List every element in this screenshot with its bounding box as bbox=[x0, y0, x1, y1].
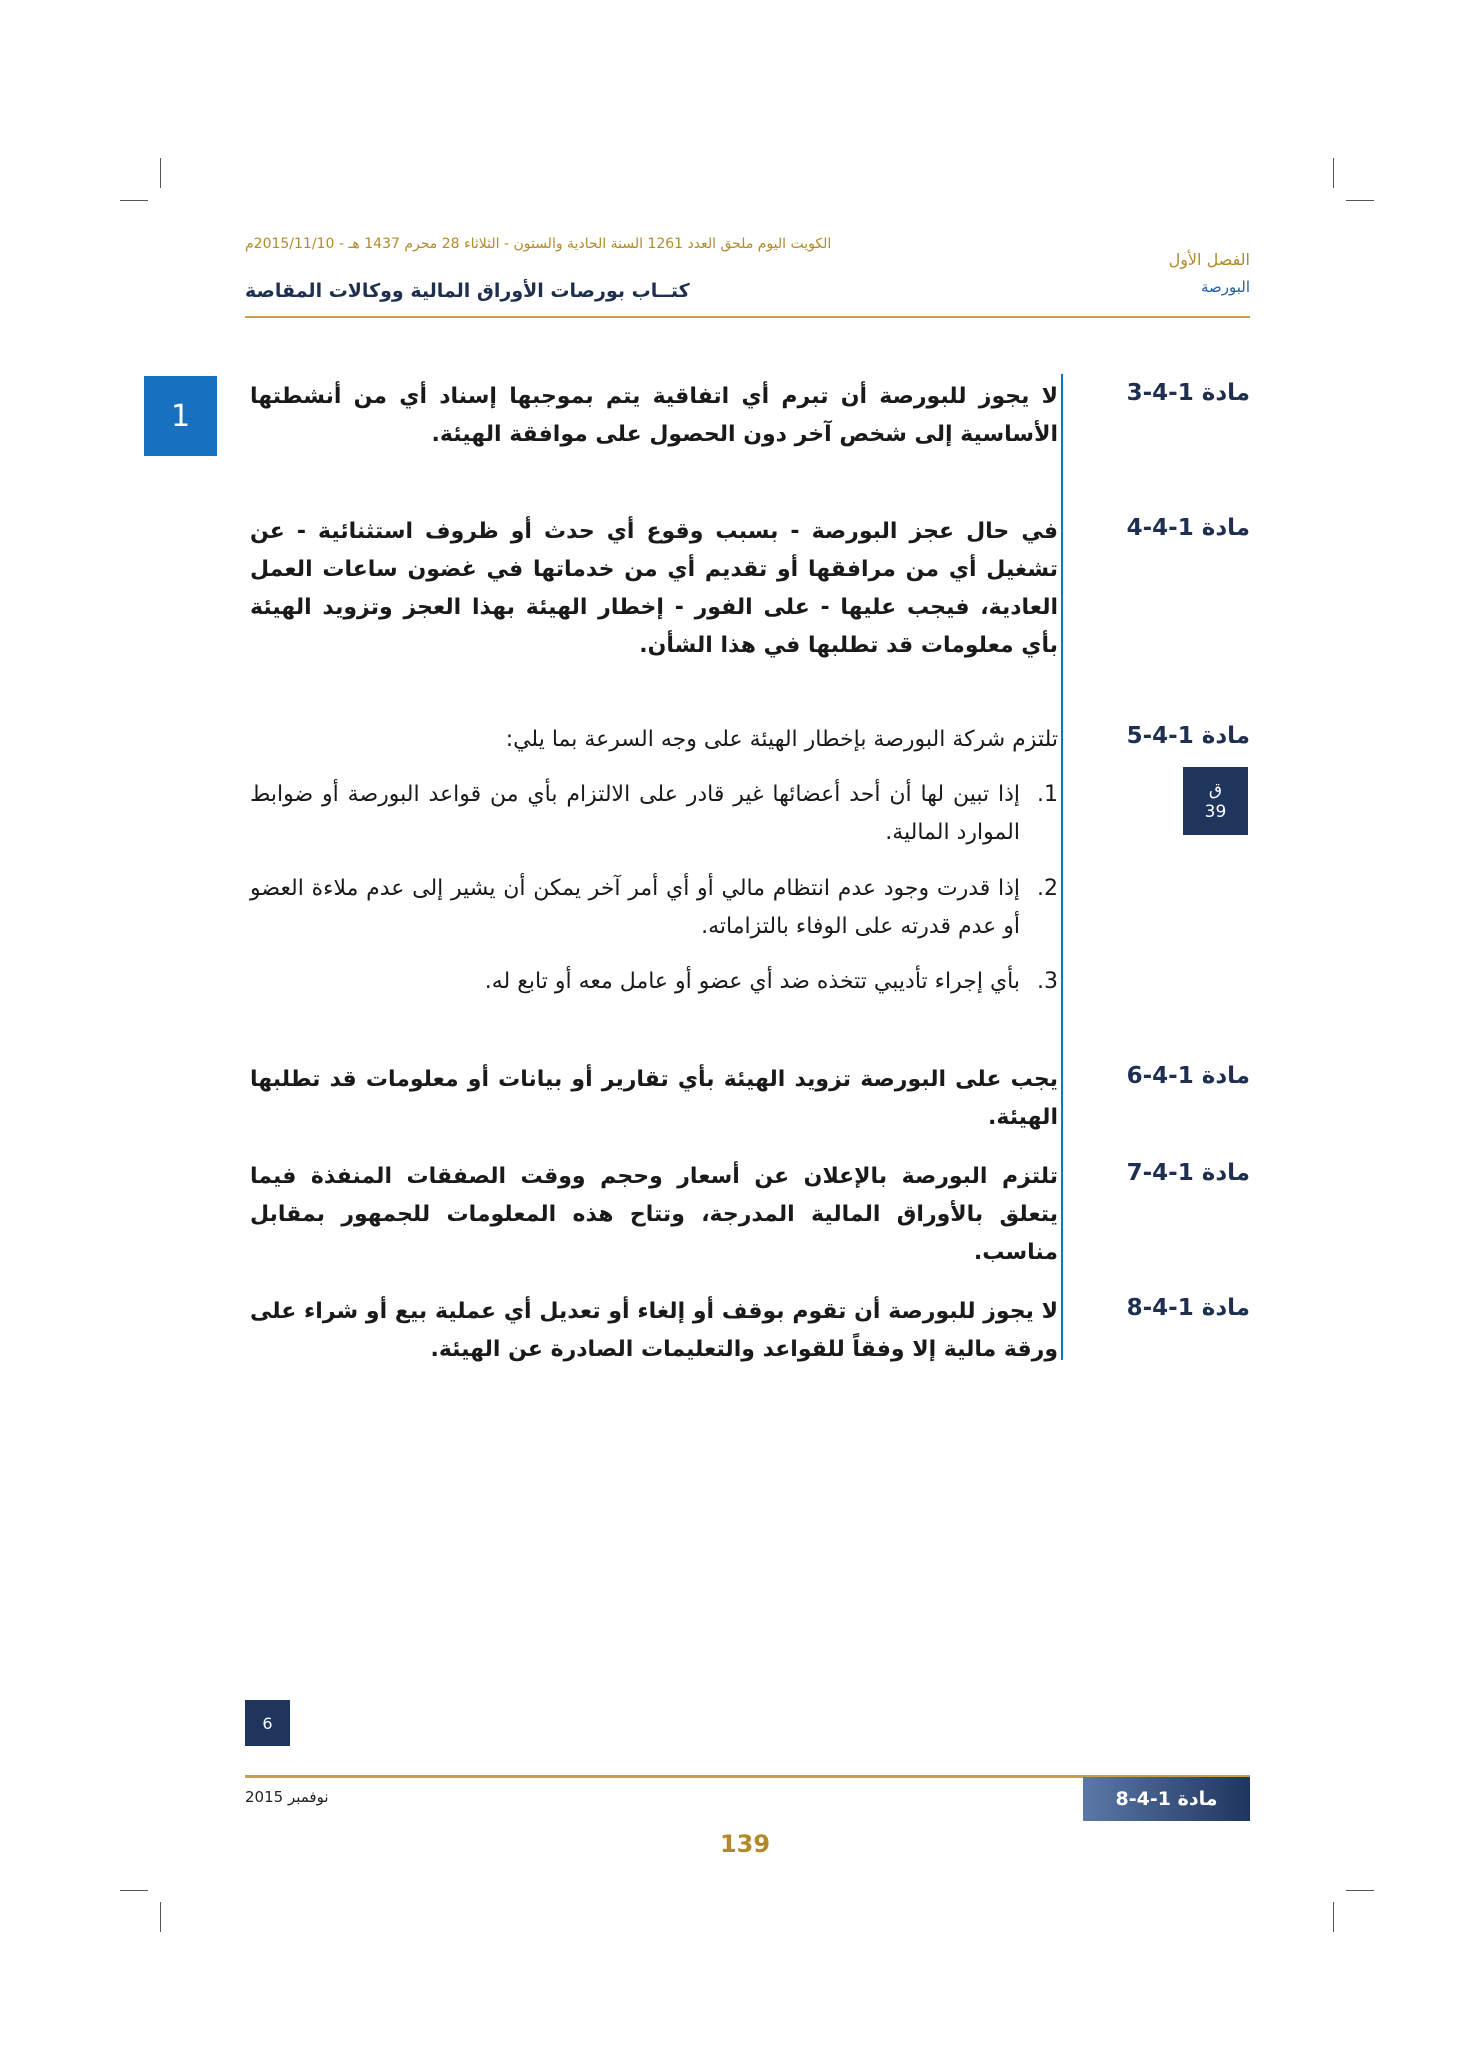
chapter-title: الفصل الأول bbox=[1168, 250, 1250, 269]
book-title: كتــاب بورصات الأوراق المالية ووكالات المقاصة bbox=[245, 280, 690, 302]
article-number: مادة 1-4-8 bbox=[1126, 1295, 1250, 1321]
crop-mark bbox=[1333, 158, 1334, 188]
article-number: مادة 1-4-4 bbox=[1126, 515, 1250, 541]
article-text: في حال عجز البورصة - بسبب وقوع أي حدث أو ظروف استثنائية - عن تشغيل أي من مرافقها أو تقديم أي من خدماتها في غضون ساعات العمل العادية، فيجب عليها - على الفور - إخطار الهيئة بهذا العجز وتزويد الهيئة بأي معلومات قد تطلبها في هذا الشأن. bbox=[250, 519, 1058, 658]
list-item bbox=[250, 870, 1058, 946]
page-box: 6 bbox=[245, 1700, 290, 1746]
article-number: مادة 1-4-7 bbox=[1126, 1160, 1250, 1186]
side-reference-box bbox=[1183, 767, 1248, 835]
header-rule bbox=[245, 316, 1250, 318]
gazette-line: الكويت اليوم ملحق العدد 1261 السنة الحادية والستون - الثلاثاء 28 محرم 1437 هـ - 2015/11/10م bbox=[245, 236, 832, 252]
footer-date: نوفمبر 2015 bbox=[245, 1788, 329, 1806]
list-item-number: 3. bbox=[1037, 969, 1058, 994]
article-text: يجب على البورصة تزويد الهيئة بأي تقارير أو بيانات أو معلومات قد تطلبها الهيئة. bbox=[250, 1067, 1058, 1130]
article-text: تلتزم البورصة بالإعلان عن أسعار وحجم ووقت الصفقات المنفذة فيما يتعلق بالأوراق المالية المدرجة، وتتاح هذه المعلومات للجمهور بمقابل مناسب. bbox=[250, 1164, 1058, 1265]
page-number: 139 bbox=[719, 1830, 771, 1858]
crop-mark bbox=[120, 200, 148, 201]
crop-mark bbox=[1346, 1890, 1374, 1891]
chapter-badge: 1 bbox=[144, 376, 217, 456]
list-item bbox=[250, 776, 1058, 852]
subchapter-title: البورصة bbox=[1200, 278, 1250, 296]
list-item bbox=[250, 963, 1058, 1001]
list-item-text: بأي إجراء تأديبي تتخذه ضد أي عضو أو عامل معه أو تابع له. bbox=[484, 969, 1020, 994]
article-text: لا يجوز للبورصة أن تقوم بوقف أو إلغاء أو تعديل أي عملية بيع أو شراء على ورقة مالية إلا وفقاً للقواعد والتعليمات الصادرة عن الهيئة. bbox=[250, 1299, 1058, 1362]
article-text: تلتزم شركة البورصة بإخطار الهيئة على وجه السرعة بما يلي: bbox=[505, 727, 1058, 752]
article-text: لا يجوز للبورصة أن تبرم أي اتفاقية يتم بموجبها إسناد أي من أنشطتها الأساسية إلى شخص آخر دون الحصول على موافقة الهيئة. bbox=[250, 384, 1058, 447]
list-item-text: إذا تبين لها أن أحد أعضائها غير قادر على الالتزام بأي من قواعد البورصة أو ضوابط الموارد المالية. bbox=[250, 782, 1020, 845]
article-number: مادة 1-4-3 bbox=[1126, 380, 1250, 406]
crop-mark bbox=[160, 1902, 161, 1932]
list-item-text: إذا قدرت وجود عدم انتظام مالي أو أي أمر آخر يمكن أن يشير إلى عدم ملاءة العضو أو عدم قدرته على الوفاء بالتزاماته. bbox=[250, 876, 1020, 939]
side-reference-letter: ق bbox=[1208, 780, 1223, 800]
crop-mark bbox=[1333, 1902, 1334, 1932]
crop-mark bbox=[160, 158, 161, 188]
content-divider bbox=[1061, 374, 1063, 1360]
crop-mark bbox=[1346, 200, 1374, 201]
article-number: مادة 1-4-6 bbox=[1126, 1063, 1250, 1089]
crop-mark bbox=[120, 1890, 148, 1891]
list-item-number: 1. bbox=[1037, 782, 1058, 807]
article-number: مادة 1-4-5 bbox=[1126, 723, 1250, 749]
list-item-number: 2. bbox=[1037, 876, 1058, 901]
side-reference-number: 39 bbox=[1204, 802, 1227, 822]
footer-article-tab: مادة 1-4-8 bbox=[1083, 1777, 1250, 1821]
